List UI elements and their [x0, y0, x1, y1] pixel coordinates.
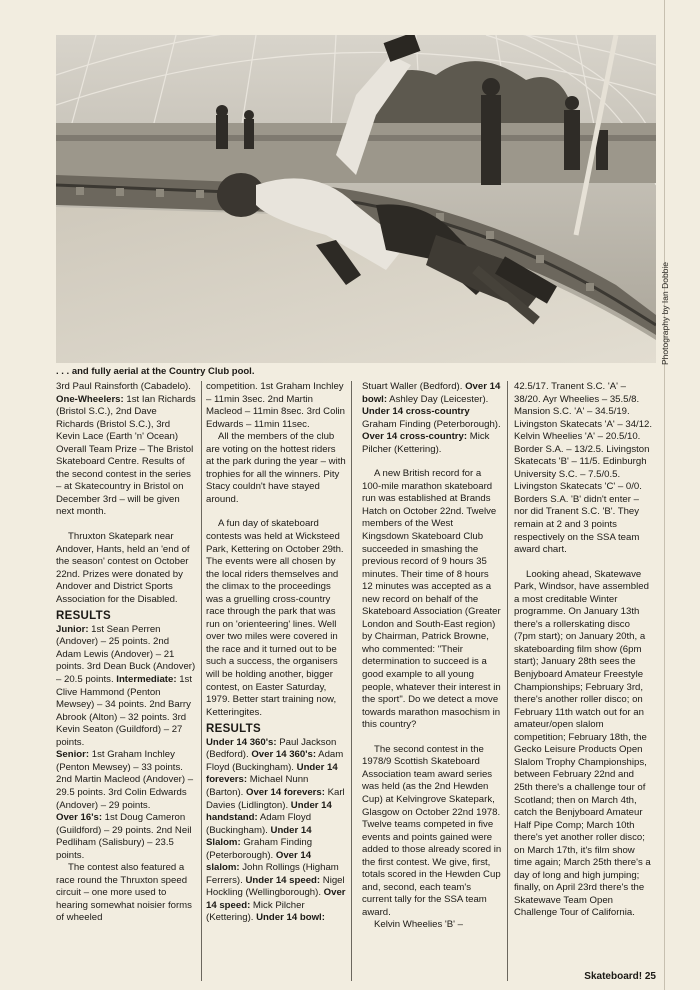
result-category: Over 14 speed: [206, 887, 346, 911]
article-paragraph: A fun day of skateboard contests was held at Wicksteed Park, Kettering on October 29th. The events were all chosen by the local riders themselves and the climax to the proceedings was a gruelling cross-country race through the park that was run on 'orienteering' lines. Well over two miles were covered in the race and it turned out to be such a success, the organisers will be holding another, bigger contest, on Easter Saturday, 1979. Better start training now, Ketteringites. [206, 518, 344, 718]
page-gutter-line [664, 0, 665, 990]
page-footer [584, 971, 656, 982]
skatepark-photo [56, 35, 656, 363]
paragraph-spacer [514, 557, 654, 569]
result-text: Adam Floyd (Buckingham). [206, 812, 312, 836]
results-paragraph [56, 394, 196, 519]
result-category: Under 14 speed: [245, 874, 321, 886]
paragraph-spacer [56, 519, 196, 531]
result-text: Graham Finding (Peterborough). [206, 837, 313, 861]
result-category: Under 14 Slalom: [206, 824, 312, 849]
article-column-2 [206, 381, 346, 981]
results-paragraph [56, 624, 196, 749]
result-category: Over 16's: [56, 812, 103, 824]
results-heading: RESULTS [56, 610, 111, 623]
result-text: 1st Ian Richards (Bristol S.C.), 2nd Dave Richards (Bristol S.C.), 3rd Kevin Lace (Earth 'n' Ocean) Overall Team Prize – The Bristol Skateboard Centre. Results of the second contest in the series – at Skatecountry in Bristol on December 3rd – will be given next month. [56, 393, 196, 518]
results-heading: RESULTS [206, 723, 261, 736]
result-category: Under 14 forevers: [206, 761, 338, 786]
results-paragraph [362, 381, 502, 456]
article-column-4 [514, 381, 654, 981]
result-text: Nigel Hockling (Wellingborough). [206, 874, 345, 899]
column-divider [201, 381, 202, 981]
article-column-1 [56, 381, 196, 981]
result-text: Stuart Waller (Bedford). [362, 381, 466, 392]
page-number: 25 [644, 971, 656, 982]
result-text: Paul Jackson (Bedford). [206, 736, 337, 761]
article-column-3 [362, 381, 502, 981]
paragraph-spacer [362, 456, 502, 468]
article-paragraph: 3rd Paul Rainsforth (Cabadelo). [56, 381, 191, 392]
article-paragraph: The contest also featured a race round the Thruxton speed circuit – one more used to hearing somewhat noisier forms of wheeled [56, 862, 192, 924]
photo-caption: . . . and fully aerial at the Country Club pool. [56, 366, 255, 377]
publication-name: Skateboard! [584, 971, 643, 982]
column-divider [351, 381, 352, 981]
result-category: Over 14 cross-country: [362, 431, 468, 443]
article-paragraph: The second contest in the 1978/9 Scottish Skateboard Association team award series was held (as the 2nd Hewden Cup) at Kelvingrove Skatepark, Glasgow on October 22nd 1978. Twelve teams competed in five events and points gained were added to those already scored in the first contest. We give, first, totals scored in the Hewden Cup and, second, each team's current tally for the SSA team award. [362, 743, 502, 918]
result-category: Under 14 cross-country [362, 406, 470, 418]
result-category: Under 14 bowl: [256, 912, 325, 924]
article-paragraph: Thruxton Skatepark near Andover, Hants, held an 'end of the season' contest on October 22nd. Prizes were donated by Andover and District Sports Association for the Disabled. [56, 531, 190, 605]
photo-credit: Photography by Ian Dobbie [660, 261, 670, 365]
article-paragraph: competition. 1st Graham Inchley – 11min 3sec. 2nd Martin Macleod – 11min 8sec. 3rd Colin Edwards – 11min 11sec. [206, 381, 346, 430]
result-category: Intermediate: [116, 674, 177, 686]
result-text: 1st Sean Perren (Andover) – 25 points. 2nd Adam Lewis (Andover) – 21 points. 3rd Dean Buck (Andover) – 20.5 points. [56, 623, 196, 686]
result-text: Ashley Day (Leicester). [387, 393, 489, 405]
result-text: Adam Floyd (Buckingham). [206, 749, 344, 773]
photo-illustration [56, 35, 656, 363]
results-paragraph [56, 749, 196, 812]
result-category: Over 14 360's: [251, 749, 317, 761]
result-category: Under 14 handstand: [206, 799, 332, 824]
result-text: 1st Graham Inchley (Penton Mewsey) – 33 points. 2nd Martin Macleod (Andover) – 29.5 points. 3rd Colin Edwards (Andover) – 29 points. [56, 749, 194, 811]
result-category: Over 14 slalom: [206, 849, 312, 874]
results-paragraph [206, 737, 346, 925]
column-divider [507, 381, 508, 981]
result-text: 1st Clive Hammond (Penton Mewsey) – 34 points. 2nd Barry Abrook (Alton) – 32 points. 3rd Kevin Seaton (Guildford) – 27 points. [56, 674, 192, 748]
result-text: Michael Nunn (Barton). [206, 774, 309, 798]
results-paragraph [56, 812, 196, 862]
paragraph-spacer [206, 506, 346, 518]
article-paragraph: All the members of the club are voting on the hottest riders at the park during the year – with trophies for all the winners. Pity Stacy couldn't have stayed around. [206, 431, 346, 505]
article-paragraph: A new British record for a 100-mile marathon skateboard run was established at Brands Hatch on October 22nd. Twelve members of the West Kingsdown Skateboard Club succeeded in smashing the previous record of 9 hours 35 minutes. Their time of 8 hours 12 minutes was accepted as a new record on behalf of the Skateboard Association (Greater London and South-East region) by Chairman, Patrick Browne, who commented: "Their determination to succeed is a good example to all young people, whatever their interest in the sport". Do we detect a move towards marathon masochism in this country? [362, 468, 501, 731]
result-text: Mick Pilcher (Kettering). [206, 899, 305, 924]
result-category: Senior: [56, 749, 90, 761]
article-paragraph: 42.5/17. Tranent S.C. 'A' – 38/20. Ayr Wheelies – 35.5/8. Mansion S.C. 'A' – 34.5/19. Livingston Skatecats 'A' – 34/12. Kelvin Wheelies 'A' – 20.5/10. Border S.A. – 13/2.5. Livingston Skatecats 'B' – 11/5. Edinburgh University S.C. – 7.5/0.5. Livingston Skatecats 'C' – 0/0. Borders S.A. 'B' didn't enter – nor did Tranent S.C. 'B'. They remain at 2 and 3 points respectively on the SSA team award chart. [514, 381, 653, 556]
result-text: Karl Davies (Lidlington). [206, 786, 345, 811]
result-category: Over 14 forevers: [246, 786, 325, 798]
result-category: One-Wheelers: [56, 393, 124, 405]
article-paragraph: Kelvin Wheelies 'B' – [374, 919, 463, 931]
result-category: Under 14 360's: [206, 736, 277, 748]
result-text: Mick Pilcher (Kettering). [362, 431, 490, 455]
paragraph-spacer [362, 732, 502, 744]
result-category: Junior: [56, 623, 89, 635]
result-text: Graham Finding (Peterborough). [362, 418, 501, 430]
article-paragraph: Looking ahead, Skatewave Park, Windsor, have assembled a most creditable Winter programme. On January 13th there's a rollerskating disco (7pm start); on January 20th, a skateboarding film show (6pm start); January 28th sees the Benjyboard Amateur Freestyle Championships; February 3rd, there's another roller disco; on February 11th watch out for an amateur/open slalom competition; February 18th, the Gecko Leisure Products Open Slalom Trophy Championships, between February 22nd and 25th there's a challenge tour of Scotland; then on March 4th, catch the Benjyboard Amateur Half Pipe Comp; March 10th there's yet another roller disco; on March 17th, it's film show time again; March 25th there's a day of long and high jumping; finally, on April 23rd there's the Skatewave Team Open Challenge Tour of California. [514, 568, 651, 919]
result-text: 1st Doug Cameron (Guildford) – 29 points. 2nd Neil Pedliham (Salisbury) – 23.5 points. [56, 812, 192, 861]
result-category: Over 14 bowl: [362, 381, 501, 405]
result-text: John Rollings (Higham Ferrers). [206, 862, 339, 886]
